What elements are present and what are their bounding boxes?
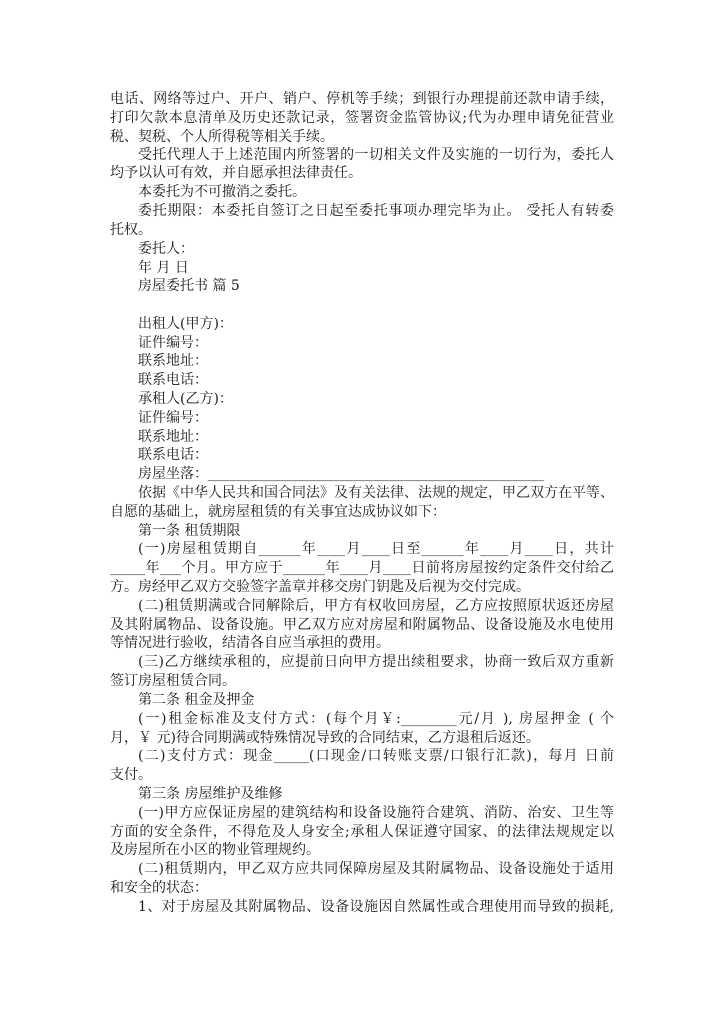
- text-line: 托权。: [110, 222, 152, 238]
- party-field: 联系地址：: [138, 429, 208, 445]
- party-field: 证件编号：: [138, 335, 208, 351]
- text-line: 自愿的基础上，就房屋租赁的有关事宜达成协议如下：: [110, 504, 446, 520]
- text-line: 1、对于房屋及其附属物品、设备设施因自然属性或合理使用而导致的损耗,: [138, 899, 614, 915]
- text-line: 均予以认可有效，并自愿承担法律责任。: [110, 165, 362, 181]
- article-heading: 第三条 房屋维护及维修: [138, 786, 283, 802]
- text-line: 方。房经甲乙双方交验签字盖章并移交房门钥匙及后视为交付完成。: [110, 579, 530, 595]
- text-line: 方面的安全条件，不得危及人身安全;承租人保证遵守国家、的法律法规规定以: [110, 824, 614, 840]
- party-field: 联系电话：: [138, 372, 208, 388]
- party-field: 联系地址：: [138, 353, 208, 369]
- section-heading: 房屋委托书 篇 5: [138, 278, 240, 294]
- party-field: 出租人(甲方)：: [138, 316, 233, 332]
- text-line: 本委托为不可撤消之委托。: [138, 184, 306, 200]
- party-field: 联系电话：: [138, 447, 208, 463]
- property-location-field: 房屋坐落：________________________________________________: [138, 466, 544, 482]
- text-line: 电话、网络等过户、开户、销户、停机等手续；到银行办理提前还款申请手续，: [110, 91, 614, 107]
- text-line: 和安全的状态：: [110, 880, 208, 896]
- text-line: 及房屋所在小区的物业管理规约。: [110, 842, 320, 858]
- text-line: 委托期限：本委托自签订之日起至委托事项办理完毕为止。 受托人有转委: [138, 203, 614, 219]
- signature-label: 委托人：: [138, 241, 194, 257]
- text-line: (三)乙方继续承租的，应提前日向甲方提出续租要求，协商一致后双方重新: [138, 654, 614, 670]
- text-line: (一)甲方应保证房屋的建筑结构和设备设施符合建筑、消防、治安、卫生等: [138, 805, 614, 821]
- date-line: 年 月 日: [138, 260, 189, 276]
- article-heading: 第二条 租金及押金: [138, 692, 255, 708]
- text-line: 税、契税、个人所得税等相关手续。: [110, 129, 334, 145]
- text-line: _____年___个月。甲方应于______年____月____日前将房屋按约定条件交付给乙: [110, 560, 614, 576]
- text-line: 月，￥ 元)待合同期满或特殊情况导致的合同结束，乙方退租后返还。: [110, 730, 540, 746]
- text-line: 受托代理人于上述范围内所签署的一切相关文件及实施的一切行为，委托人: [138, 147, 614, 163]
- text-line: (一)租金标准及支付方式：(每个月￥:________元/月 ), 房屋押金 ( 个: [138, 711, 614, 727]
- text-line: 支付。: [110, 767, 152, 783]
- text-line: 依据《中华人民共和国合同法》及有关法律、法规的规定，甲乙双方在平等、: [138, 485, 614, 501]
- text-line: 打印欠款本息清单及历史还款记录，签署资金监管协议;代为办理申请免征营业: [110, 110, 614, 126]
- text-line: (一)房屋租赁期自______年____月____日至______年____月____日，共计: [138, 541, 614, 557]
- text-line: 及其附属物品、设备设施。甲乙双方应对房屋和附属物品、设备设施及水电使用: [110, 617, 614, 633]
- text-line: (二)租赁期内，甲乙双方应共同保障房屋及其附属物品、设备设施处于适用: [138, 861, 614, 877]
- party-field: 证件编号：: [138, 410, 208, 426]
- text-line: (二)租赁期满或合同解除后，甲方有权收回房屋，乙方应按照原状返还房屋: [138, 598, 614, 614]
- text-line: 等情况进行验收，结清各自应当承担的费用。: [110, 635, 390, 651]
- article-heading: 第一条 租赁期限: [138, 523, 241, 539]
- party-field: 承租人(乙方)：: [138, 391, 233, 407]
- text-line: 签订房屋租赁合同。: [110, 673, 236, 689]
- text-line: (二)支付方式：现金_____(口现金/口转账支票/口银行汇款)，每月 日前: [138, 748, 614, 764]
